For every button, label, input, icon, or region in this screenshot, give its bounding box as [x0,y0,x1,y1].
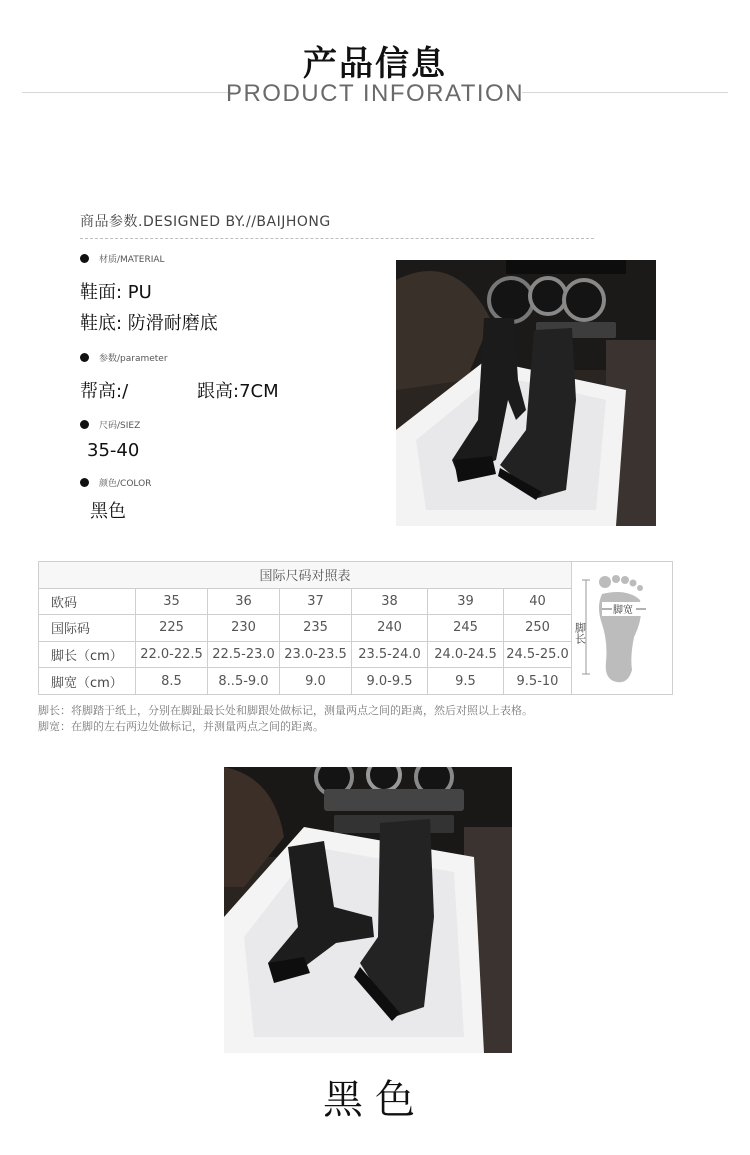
table-cell: 240 [352,615,428,642]
parameter-label-row [80,351,168,364]
table-cell: 23.0-23.5 [280,641,352,668]
row-label: 欧码 [39,588,136,615]
table-cell: 8.5 [136,668,208,695]
color-name-display: 黑色 [323,1077,427,1123]
row-label: 国际码 [39,615,136,642]
table-cell: 9.5-10 [504,668,572,695]
table-cell: 35 [136,588,208,615]
table-cell: 235 [280,615,352,642]
foot-icon [572,562,672,690]
table-cell: 24.0-24.5 [428,641,504,668]
material-label-row [80,252,165,265]
page-title: 产品信息 [303,44,447,84]
table-cell: 37 [280,588,352,615]
table-cell: 225 [136,615,208,642]
table-cell: 38 [352,588,428,615]
sole-material: 鞋底: 防滑耐磨底 [80,313,218,334]
table-cell: 36 [208,588,280,615]
bullet-icon [80,420,89,429]
product-photo-bottom [224,767,512,1053]
bullet-icon [80,254,89,263]
size-label-row [80,418,140,431]
table-cell: 245 [428,615,504,642]
bullet-icon [80,353,89,362]
table-cell: 24.5-25.0 [504,641,572,668]
row-label: 脚宽（cm） [39,668,136,695]
bullet-icon [80,478,89,487]
foot-length-label: 脚长 [573,622,587,644]
parameter-label: 参数/parameter [99,354,168,364]
product-photo-top [396,260,656,526]
table-cell: 250 [504,615,572,642]
table-cell: 22.5-23.0 [208,641,280,668]
shaft-height: 帮高:/ [80,381,129,402]
size-chart-table [38,561,673,695]
foot-width-note: 脚宽：在脚的左右两边处做标记，并测量两点之间的距离。 [38,720,324,733]
size-chart-title: 国际尺码对照表 [39,562,572,589]
table-cell: 22.0-22.5 [136,641,208,668]
heel-height: 跟高:7CM [197,381,279,402]
size-range: 35-40 [87,440,140,461]
foot-length-note: 脚长：将脚踏于纸上，分别在脚趾最长处和脚跟处做标记，测量两点之间的距离，然后对照以上表格。 [38,704,533,717]
spec-heading: 商品参数.DESIGNED BY.//BAIJHONG [80,214,331,230]
table-cell: 23.5-24.0 [352,641,428,668]
table-cell: 9.5 [428,668,504,695]
table-cell: 9.0 [280,668,352,695]
row-label: 脚长（cm） [39,641,136,668]
color-value: 黑色 [90,501,126,522]
upper-material: 鞋面: PU [80,282,152,303]
color-label: 颜色/COLOR [99,479,152,489]
color-label-row [80,476,151,489]
page-subtitle: PRODUCT INFORATION [225,80,525,107]
table-cell: 40 [504,588,572,615]
table-cell: 39 [428,588,504,615]
spec-divider [80,238,594,239]
material-label: 材质/MATERIAL [99,255,165,265]
table-cell: 8..5-9.0 [208,668,280,695]
table-cell: 9.0-9.5 [352,668,428,695]
foot-width-label: 脚宽 [613,605,633,616]
size-label: 尺码/SIEZ [99,421,141,431]
foot-diagram [572,562,673,695]
table-cell: 230 [208,615,280,642]
